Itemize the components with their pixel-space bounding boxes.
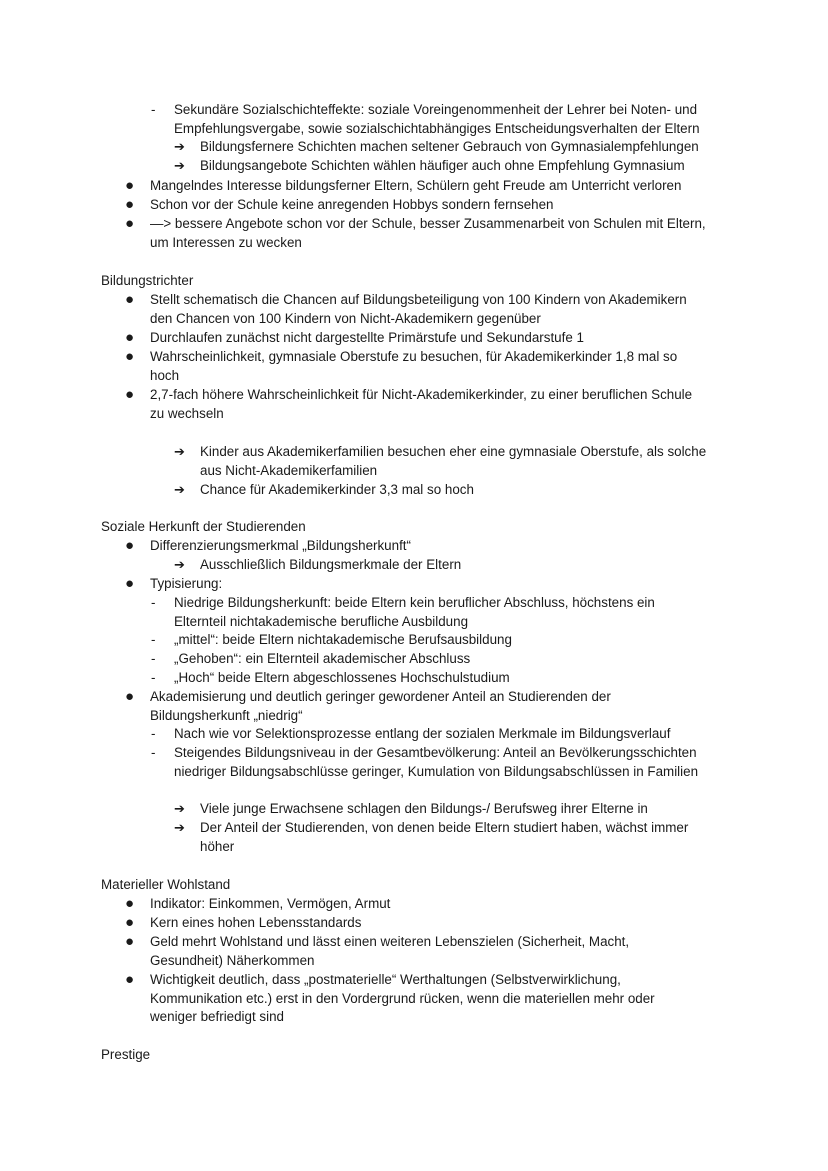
list-item-text: Geld mehrt Wohlstand und lässt einen weiteren Lebenszielen (Sicherheit, Macht, Gesundheit) Näherkommen bbox=[150, 934, 630, 968]
list-item bbox=[151, 725, 671, 744]
list-item-text: Bildungsangebote Schichten wählen häufiger auch ohne Empfehlung Gymnasium bbox=[200, 158, 685, 173]
list-item bbox=[174, 157, 685, 176]
list-item bbox=[151, 594, 655, 631]
arrow-right-icon: ➔ bbox=[174, 482, 185, 497]
list-item bbox=[174, 138, 699, 157]
list-item-text: —> bessere Angebote schon vor der Schule, besser Zusammenarbeit von Schulen mit Eltern, um Interessen zu wecken bbox=[150, 216, 706, 250]
bullet-icon: ● bbox=[125, 895, 135, 912]
dash-icon: - bbox=[151, 102, 156, 117]
bullet-icon: ● bbox=[125, 914, 135, 931]
list-item bbox=[125, 177, 682, 196]
list-item-text: „Gehoben“: ein Elternteil akademischer Abschluss bbox=[174, 651, 471, 666]
list-item bbox=[125, 329, 584, 348]
arrow-right-icon: ➔ bbox=[174, 158, 185, 173]
list-item-text: Der Anteil der Studierenden, von denen beide Eltern studiert haben, wächst immer höher bbox=[200, 820, 689, 854]
list-item bbox=[125, 291, 687, 328]
bullet-icon: ● bbox=[125, 688, 135, 705]
list-item bbox=[125, 914, 362, 933]
arrow-right-icon: ➔ bbox=[174, 444, 185, 459]
list-item-text: Stellt schematisch die Chancen auf Bildungsbeteiligung von 100 Kindern von Akademikern den Chancen von 100 Kindern von Nicht-Akademikern gegenüber bbox=[150, 292, 687, 326]
list-item bbox=[125, 688, 611, 725]
list-item bbox=[125, 196, 554, 215]
list-item-text: Wichtigkeit deutlich, dass „postmaterielle“ Werthaltungen (Selbstverwirklichung, Kommunikation etc.) erst in den Vordergrund rücken, wenn die materiellen mehr oder weniger befriedigt sind bbox=[150, 972, 655, 1025]
bullet-icon: ● bbox=[125, 177, 135, 194]
bullet-icon: ● bbox=[125, 291, 135, 308]
list-item bbox=[151, 669, 510, 688]
list-item bbox=[125, 971, 655, 1027]
dash-icon: - bbox=[151, 670, 156, 685]
list-item-text: Schon vor der Schule keine anregenden Hobbys sondern fernsehen bbox=[150, 197, 554, 212]
list-item-text: Akademisierung und deutlich geringer gewordener Anteil an Studierenden der Bildungsherkunft „niedrig“ bbox=[150, 689, 611, 723]
bullet-icon: ● bbox=[125, 971, 135, 988]
list-item-text: Niedrige Bildungsherkunft: beide Eltern kein beruflicher Abschluss, höchstens ein Elternteil nichtakademische berufliche Ausbildung bbox=[174, 595, 655, 629]
list-item-text: Viele junge Erwachsene schlagen den Bildungs-/ Berufsweg ihrer Elterne in bbox=[200, 801, 648, 816]
list-item-text: „Hoch“ beide Eltern abgeschlossenes Hochschulstudium bbox=[174, 670, 510, 685]
bullet-icon: ● bbox=[125, 348, 135, 365]
bullet-icon: ● bbox=[125, 329, 135, 346]
list-item bbox=[125, 537, 411, 556]
list-item-text: Mangelndes Interesse bildungsferner Eltern, Schülern geht Freude am Unterricht verloren bbox=[150, 178, 682, 193]
bullet-icon: ● bbox=[125, 386, 135, 403]
list-item-text: Kern eines hohen Lebensstandards bbox=[150, 915, 362, 930]
arrow-right-icon: ➔ bbox=[174, 139, 185, 154]
bullet-icon: ● bbox=[125, 575, 135, 592]
dash-icon: - bbox=[151, 726, 156, 741]
list-item bbox=[125, 348, 678, 385]
list-item bbox=[125, 575, 223, 594]
list-item-text: Bildungsfernere Schichten machen seltener Gebrauch von Gymnasialempfehlungen bbox=[200, 139, 699, 154]
list-item bbox=[125, 386, 693, 423]
list-item-text: Chance für Akademikerkinder 3,3 mal so hoch bbox=[200, 482, 474, 497]
list-item bbox=[151, 631, 512, 650]
section-heading: Prestige bbox=[101, 1047, 151, 1062]
list-item bbox=[174, 819, 689, 856]
dash-icon: - bbox=[151, 595, 156, 610]
list-item-text: Differenzierungsmerkmal „Bildungsherkunft“ bbox=[150, 538, 411, 553]
bullet-icon: ● bbox=[125, 537, 135, 554]
section-heading: Soziale Herkunft der Studierenden bbox=[101, 519, 306, 534]
list-item bbox=[174, 481, 474, 500]
dash-icon: - bbox=[151, 651, 156, 666]
list-item-text: Durchlaufen zunächst nicht dargestellte Primärstufe und Sekundarstufe 1 bbox=[150, 330, 584, 345]
list-item-text: 2,7-fach höhere Wahrscheinlichkeit für Nicht-Akademikerkinder, zu einer beruflichen Schule zu wechseln bbox=[150, 387, 693, 421]
section-heading: Bildungstrichter bbox=[101, 273, 194, 288]
arrow-right-icon: ➔ bbox=[174, 820, 185, 835]
list-item-text: Kinder aus Akademikerfamilien besuchen eher eine gymnasiale Oberstufe, als solche aus Nicht-Akademikerfamilien bbox=[200, 444, 707, 478]
dash-icon: - bbox=[151, 745, 156, 760]
list-item-text: Ausschließlich Bildungsmerkmale der Eltern bbox=[200, 557, 462, 572]
list-item-text: Wahrscheinlichkeit, gymnasiale Oberstufe zu besuchen, für Akademikerkinder 1,8 mal so hoch bbox=[150, 349, 678, 383]
list-item-text: Nach wie vor Selektionsprozesse entlang der sozialen Merkmale im Bildungsverlauf bbox=[174, 726, 671, 741]
list-item-text: Steigendes Bildungsniveau in der Gesamtbevölkerung: Anteil an Bevölkerungsschichten niedriger Bildungsabschlüsse geringer, Kumulation von Bildungsabschlüssen in Familien bbox=[174, 745, 699, 779]
list-item bbox=[151, 650, 471, 669]
arrow-right-icon: ➔ bbox=[174, 557, 185, 572]
list-item bbox=[174, 800, 648, 819]
list-item bbox=[151, 101, 700, 138]
dash-icon: - bbox=[151, 632, 156, 647]
bullet-icon: ● bbox=[125, 215, 135, 232]
list-item-text: Typisierung: bbox=[150, 576, 223, 591]
list-item bbox=[174, 556, 462, 575]
list-item bbox=[125, 895, 391, 914]
list-item bbox=[125, 215, 706, 252]
list-item bbox=[125, 933, 630, 970]
list-item-text: „mittel“: beide Eltern nichtakademische Berufsausbildung bbox=[174, 632, 512, 647]
arrow-right-icon: ➔ bbox=[174, 801, 185, 816]
list-item-text: Indikator: Einkommen, Vermögen, Armut bbox=[150, 896, 391, 911]
list-item bbox=[174, 443, 707, 480]
bullet-icon: ● bbox=[125, 933, 135, 950]
section-heading: Materieller Wohlstand bbox=[101, 877, 231, 892]
list-item bbox=[151, 744, 699, 781]
list-item-text: Sekundäre Sozialschichteffekte: soziale Voreingenommenheit der Lehrer bei Noten- und Empfehlungsvergabe, sowie sozialschichtabhängiges Entscheidungsverhalten der Eltern bbox=[174, 102, 700, 136]
bullet-icon: ● bbox=[125, 196, 135, 213]
